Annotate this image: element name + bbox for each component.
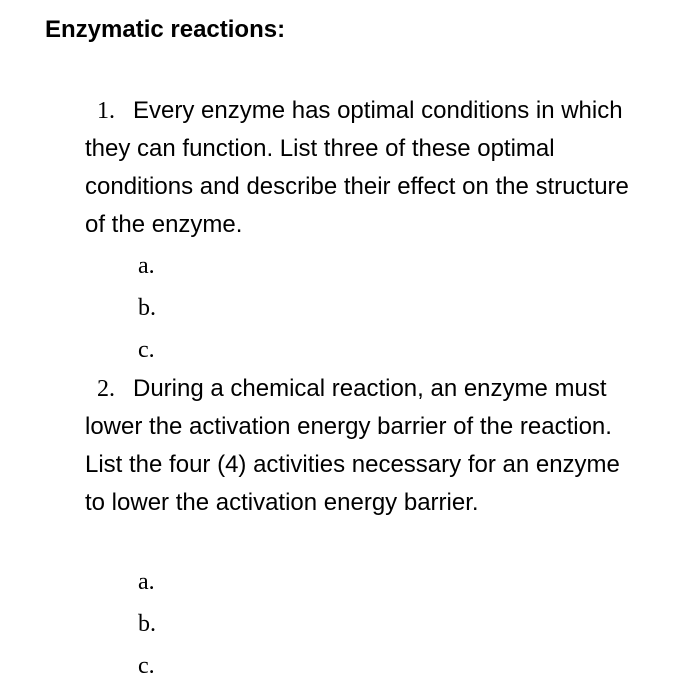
question-1-text: Every enzyme has optimal conditions in which they can function. List three of these optimal conditions and describe their effect on the structure of the enzyme.	[85, 97, 629, 238]
question-1-subitem-a: a.	[138, 253, 155, 279]
question-2-number: 2.	[97, 376, 115, 402]
question-1-subitem-c: c.	[138, 337, 155, 363]
question-1-subitem-b: b.	[138, 295, 156, 321]
section-heading: Enzymatic reactions:	[45, 16, 286, 43]
question-2-subitem-a: a.	[138, 569, 155, 595]
question-1	[85, 92, 645, 244]
question-2	[85, 370, 645, 522]
question-2-subitem-c: c.	[138, 653, 155, 679]
question-2-text: During a chemical reaction, an enzyme must lower the activation energy barrier of the reaction. List the four (4) activities necessary for an enzyme to lower the activation energy barrier.	[85, 375, 620, 516]
question-1-number: 1.	[97, 98, 115, 124]
question-2-subitem-b: b.	[138, 611, 156, 637]
